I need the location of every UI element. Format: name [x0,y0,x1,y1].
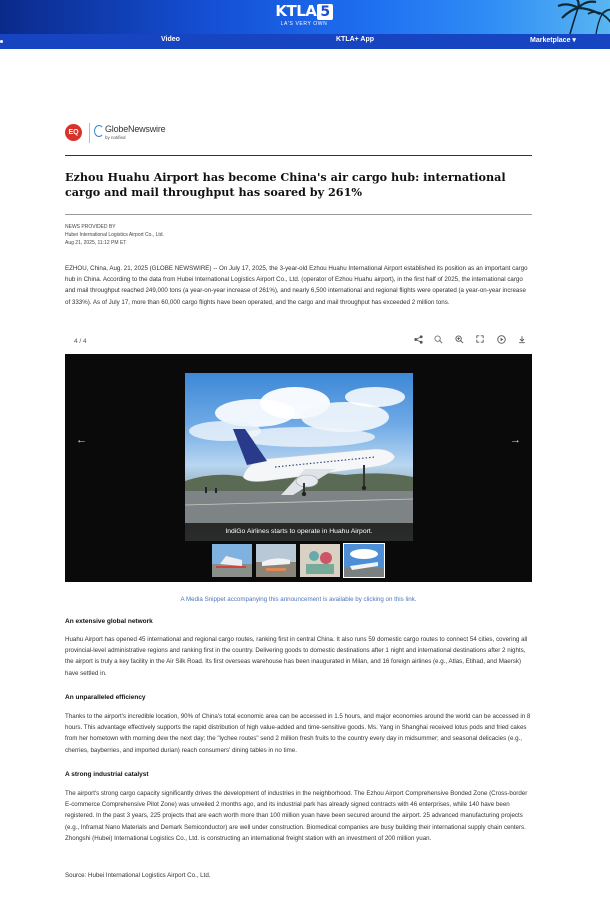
article-headline: Ezhou Huahu Airport has become China's air cargo hub: international cargo and mail throughput has soared by 261% [65,170,506,199]
logo-divider [89,123,90,143]
thumbnail[interactable] [300,544,340,577]
notified-label: by notified [105,135,126,140]
ktla-logo[interactable] [267,3,341,31]
prev-arrow-icon[interactable]: ← [76,434,87,446]
share-icon[interactable] [412,335,424,347]
section-heading: An extensive global network [65,618,153,625]
nav-video[interactable]: Video [161,36,180,43]
image-gallery [65,354,532,582]
section-body: Thanks to the airport's incredible location, 90% of China's total economic area can be accessed in 1.5 hours, and major economies around the world can be accessed in 8 hours. This advantage effectively supports the rapid distribution of high value-added and time-sensitive goods. Ms. Yang in Shanghai received lotus pods and fried cakes from her hometown with morning dew the next day; the "lychee routes" send 2 million fresh fruits to the country every day in midsummer; and seasonal delicacies (e.g., cherries, bayberries, and imported durian) reach consumers' dining tables in no time. [65,713,531,754]
thumbnail-active[interactable] [344,544,384,577]
logo-text: KTLA [275,2,317,20]
gallery-counter: 4 / 4 [74,338,87,345]
media-snippet-link[interactable]: A Media Snippet accompanying this announcement is available by clicking on this link. [180,596,417,603]
next-arrow-icon[interactable]: → [510,434,521,446]
publish-date: Aug 21, 2025, 11:12 PM ET [65,240,127,246]
image-caption: IndiGo Airlines starts to operate in Huahu Airport. [185,523,413,541]
logo-number: 5 [317,4,332,20]
globe-icon [94,125,104,137]
article-lede: EZHOU, China, Aug. 21, 2025 (GLOBE NEWSWIRE) -- On July 17, 2025, the 3-year-old Ezhou Huahu International Airport established its position as an important cargo hub in China. According to the data from Hubei International Logistics Airport Co., Ltd. (operator of Ezhou Huahu airport), in the first half of 2025, the international cargo and mail throughput reached 249,000 tons (a year-on-year increase of 261%), and nearly 6,500 international and regional flights were operated (a year-on-year increase of 333%). As of July 17, more than 60,000 cargo flights have been operated, and the cargo and mail throughput has exceeded 2 million tons. [65,265,528,306]
zoom-in-icon[interactable] [453,335,465,347]
section-body: The airport's strong cargo capacity significantly drives the development of industries in the neighborhood. The Ezhou Airport Comprehensive Bonded Zone (Cross-border E-commerce Comprehensive Pilot Zone) was unveiled 2 months ago, and its industrial park has already signed contracts with 46 enterprises, while 140 have been registered. In the past 3 years, 225 projects that are each worth more than 100 million yuan have been secured around the airport. 25 advanced manufacturing projects (e.g., Inframat Nano Materials and Demark Semiconductor) are well under construction. Biomedical companies are busy building their international supply chain centers. Zhongshi (Hubei) International Logistics Co., Ltd. is constructing an international freight station with an investment of 200 million yuan. [65,790,528,842]
nav-indicator [0,40,3,43]
fullscreen-icon[interactable] [474,335,486,347]
divider [65,214,532,215]
thumbnail[interactable] [256,544,296,577]
main-nav [0,34,610,49]
site-header [0,0,610,34]
gallery-main-image[interactable] [185,373,413,541]
globenewswire-logo[interactable]: GlobeNewswire [105,124,166,134]
play-icon[interactable] [495,335,507,347]
divider [65,155,532,156]
nav-ktla-app[interactable]: KTLA+ App [336,36,375,43]
eq-badge[interactable]: EQ [65,124,82,141]
airplane-photo [185,373,413,523]
zoom-out-icon[interactable] [432,335,444,347]
source-line: Source: Hubei International Logistics Airport Co., Ltd. [65,872,211,879]
logo-tagline: LA'S VERY OWN [280,21,328,27]
nav-marketplace[interactable]: Marketplace ▾ [530,37,576,44]
section-heading: An unparalleled efficiency [65,694,146,701]
section-body: Huahu Airport has opened 45 international and regional cargo routes, ranking first in central China. It also runs 59 domestic cargo routes to connect 54 cities, covering all provincial-level administrative regions and ranking first in the country. Delivering goods to domestic destinations after 1 night and international destinations after 2 nights, the airport is truly a key facility in the Air Silk Road. Its first overseas warehouse has been inaugurated in Milan, and 16 foreign airlines (e.g., Atlas, Etihad, and Maersk) have settled in. [65,636,528,677]
section-heading: A strong industrial catalyst [65,771,149,778]
provided-label: NEWS PROVIDED BY [65,224,116,230]
thumbnail[interactable] [212,544,252,577]
provider-name[interactable]: Hubei International Logistics Airport Co., Ltd. [65,232,164,238]
news-provided-by [65,223,164,247]
download-icon[interactable] [516,335,528,347]
palm-tree-decoration [530,0,610,34]
